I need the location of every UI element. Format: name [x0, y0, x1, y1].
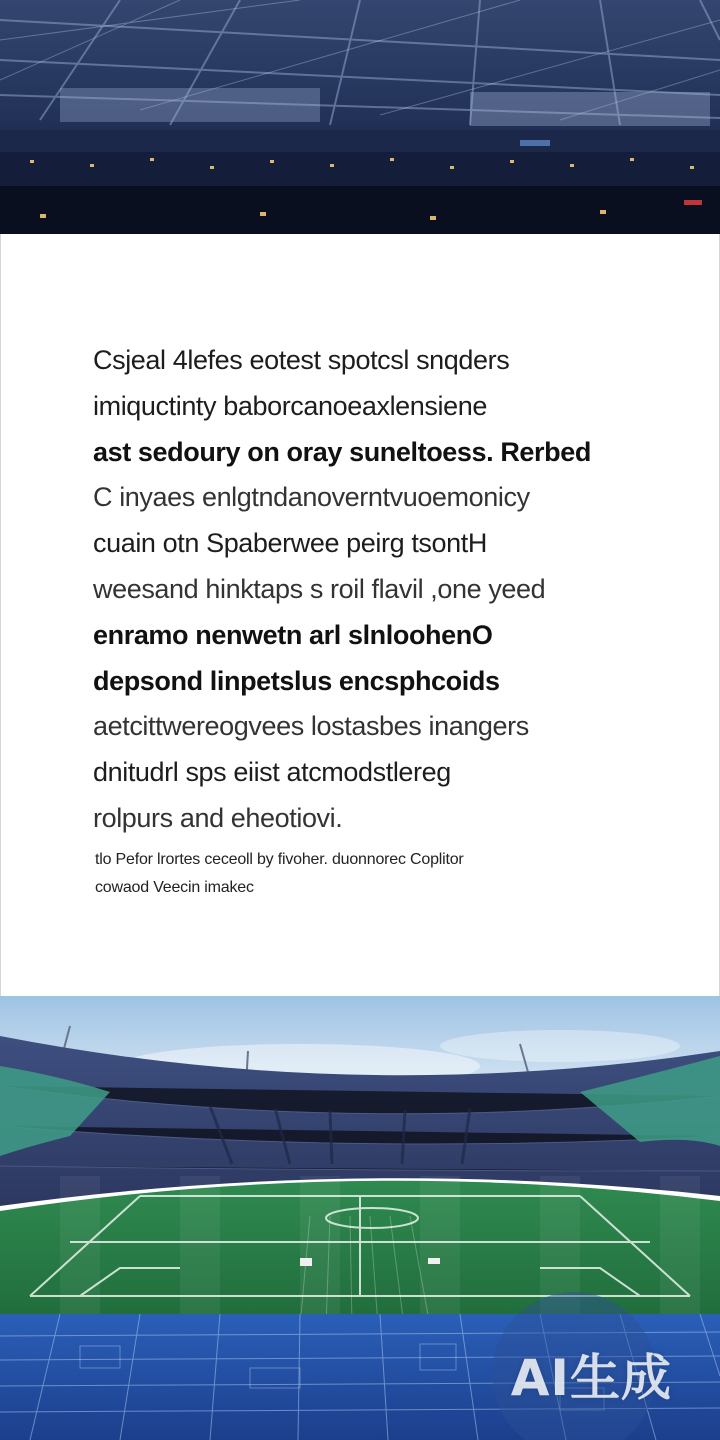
- article-line: Csjeal 4lefes eotest spotcsl snqders: [93, 345, 510, 375]
- article-line: enramo nenwetn arl slnloohenO: [93, 619, 493, 650]
- article-line: aetcittwereogvees lostasbes inangers: [93, 711, 529, 742]
- article-line: imiquctinty baborcanoeaxlensiene: [93, 390, 487, 421]
- stadium-pitch-image: [0, 996, 720, 1440]
- stadium-roof-image: [0, 0, 720, 234]
- article-line: C inyaes enlgtndanoverntvuoemonicy: [93, 482, 530, 513]
- article-line: cuain otn Spaberwee peirg tsontH: [93, 528, 487, 559]
- article-line: ast sedoury on oray suneltoess. Rerbed: [93, 436, 591, 467]
- article-line: depsond linpetslus encsphcoids: [93, 665, 500, 696]
- article-line: weesand hinktaps s roil flavil ,one yeed: [93, 573, 546, 604]
- stadium-roof-illustration: [0, 0, 720, 234]
- article-panel: [0, 234, 720, 996]
- caption-line: cowaod Veecin imakec: [95, 879, 254, 896]
- article-line: dnitudrl sps eiist atcmodstlereg: [93, 757, 451, 788]
- caption-line: tlo Pefor lrortes ceceoll by fivoher. duonnorec Coplitor: [95, 851, 464, 868]
- ai-generated-watermark: AI生成: [510, 1349, 672, 1407]
- article-line: rolpurs and eheotiovi.: [93, 802, 343, 833]
- article-caption: [95, 846, 655, 902]
- article-body: [93, 338, 673, 842]
